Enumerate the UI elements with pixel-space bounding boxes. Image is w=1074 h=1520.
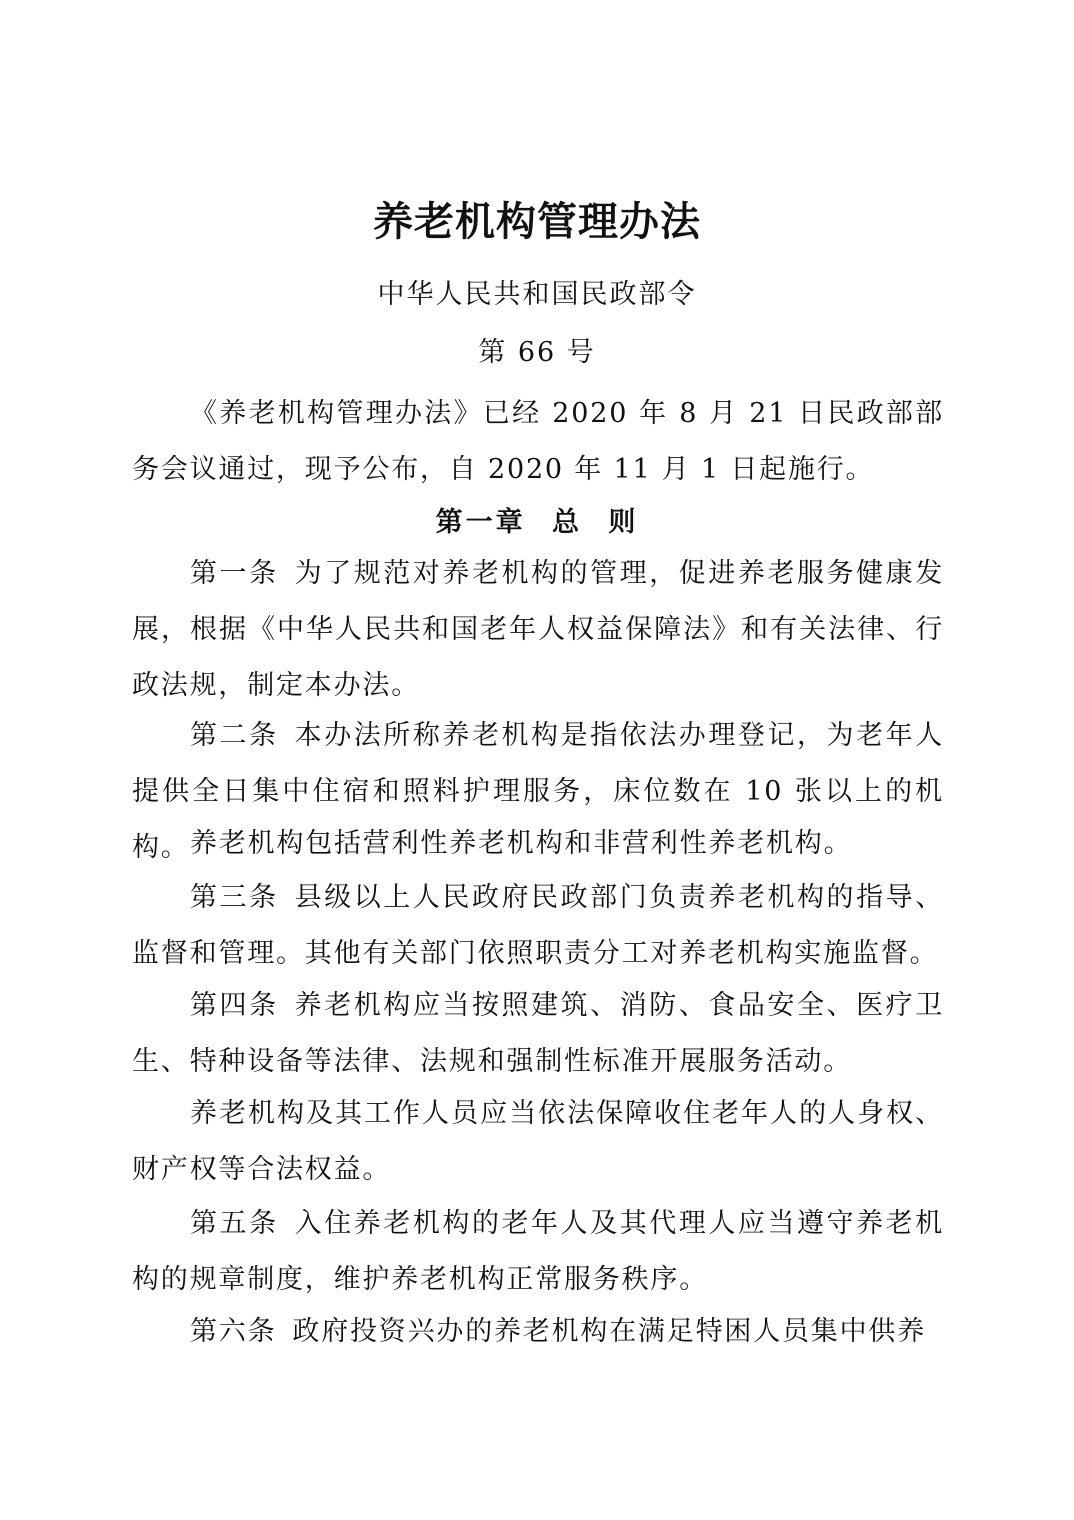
article-text: 养老机构及其工作人员应当依法保障收住老年人的人身权、财产权等合法权益。 [132,1098,944,1185]
article-text: 县级以上人民政府民政部门负责养老机构的指导、监督和管理。其他有关部门依照职责分工对养老机构实施监督。 [132,882,944,969]
article-text: 政府投资兴办的养老机构在满足特困人员集中供养 [292,1316,927,1347]
document-title: 养老机构管理办法 [373,198,701,245]
article-text: 养老机构应当按照建筑、消防、食品安全、医疗卫生、特种设备等法律、法规和强制性标准开展服务活动。 [132,990,944,1077]
article-4 [132,978,944,1090]
article-text: 为了规范对养老机构的管理，促进养老服务健康发展，根据《中华人民共和国老年人权益保障法》和有关法律、行政法规，制定本办法。 [132,558,944,701]
article-label: 第二条 [190,720,279,751]
article-text: 入住养老机构的老年人及其代理人应当遵守养老机构的规章制度，维护养老机构正常服务秩序。 [132,1208,944,1295]
article-4-clause-2 [132,1086,944,1198]
article-label: 第六条 [190,1316,277,1347]
article-2-clause-2 [132,816,944,872]
order-number: 第 66 号 [478,337,596,368]
chapter-heading: 第一章 总 则 [435,507,639,538]
article-label: 第三条 [190,882,279,913]
article-text: 养老机构包括营利性养老机构和非营利性养老机构。 [190,828,853,859]
article-label: 第四条 [190,990,279,1021]
issuer-line: 中华人民共和国民政部令 [377,279,697,310]
article-1 [132,546,944,714]
article-label: 第一条 [190,558,279,589]
article-6 [132,1304,944,1360]
preamble-paragraph: 《养老机构管理办法》已经 2020 年 8 月 21 日民政部部务会议通过，现予公布，自 2020 年 11 月 1 日起施行。 [132,398,944,485]
article-text: 本办法所称养老机构是指依法办理登记，为老年人提供全日集中住宿和照料护理服务，床位数在 10 张以上的机构。 [132,720,944,863]
article-label: 第五条 [190,1208,279,1239]
article-5 [132,1196,944,1308]
article-3 [132,870,944,982]
